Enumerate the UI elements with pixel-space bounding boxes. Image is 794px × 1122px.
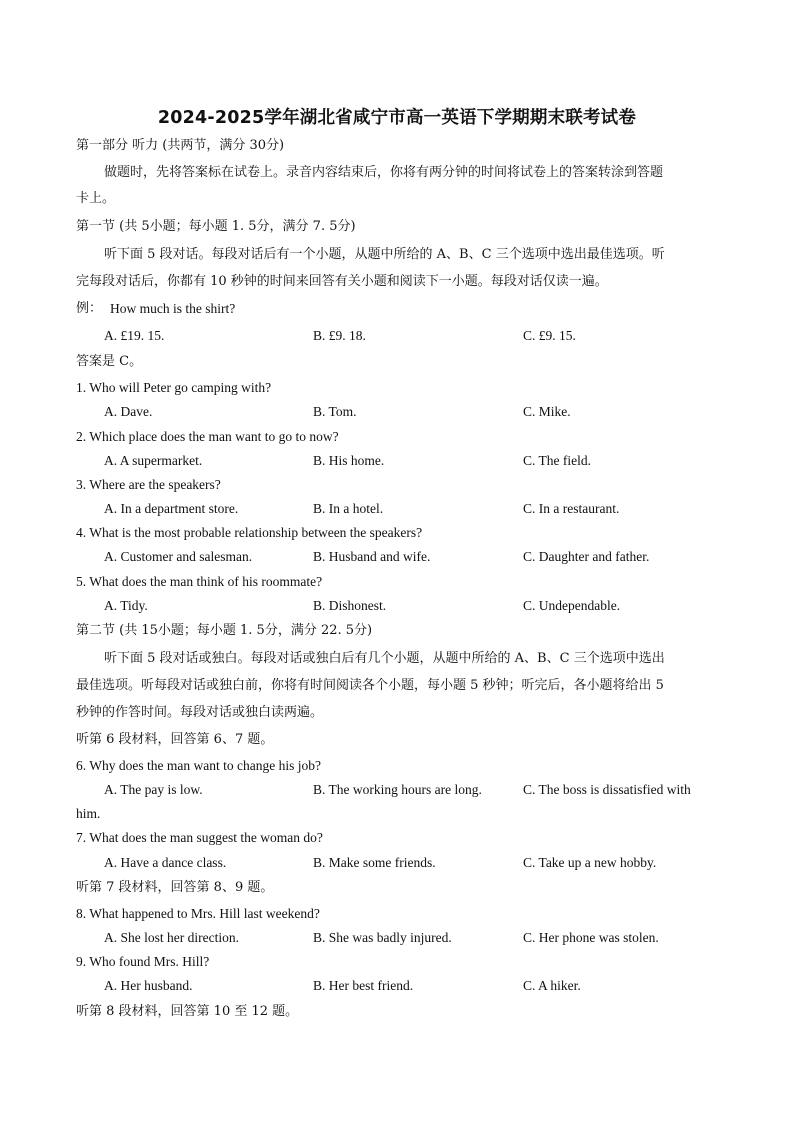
page-title: 2024-2025学年湖北省咸宁市高一英语下学期期末联考试卷 <box>157 108 637 128</box>
example-question: How much is the shirt? <box>110 301 236 316</box>
option-c: C. Undependable. <box>523 598 621 613</box>
option-c: C. A hiker. <box>523 978 581 993</box>
option-a: A. A supermarket. <box>104 453 203 468</box>
option-c: C. £9. 15. <box>523 328 576 343</box>
question-text: 5. What does the man think of his roommate? <box>76 574 323 589</box>
question-text: 1. Who will Peter go camping with? <box>76 380 272 395</box>
example-answer: 答案是 C。 <box>76 354 143 369</box>
question-text: 6. Why does the man want to change his job? <box>76 758 321 773</box>
section1-heading: 第一节 (共 5小题；每小题 1. 5分，满分 7. 5分) <box>76 219 356 234</box>
section2-instructions: 听下面 5 段对话或独白。每段对话或独白后有几个小题，从题中所给的 A、B、C 三个选项中选出 <box>104 651 665 666</box>
option-a: A. Customer and salesman. <box>104 549 253 564</box>
option-a: A. Tidy. <box>104 598 148 613</box>
section2-instructions: 秒钟的作答时间。每段对话或独白读两遍。 <box>76 705 324 720</box>
option-a: A. She lost her direction. <box>104 930 239 945</box>
question-text: 8. What happened to Mrs. Hill last weekend? <box>76 906 320 921</box>
option-a: A. Dave. <box>104 404 153 419</box>
option-b: B. Her best friend. <box>313 978 414 993</box>
option-a: A. In a department store. <box>104 501 239 516</box>
example-label: 例： <box>76 301 103 316</box>
section1-instructions: 完每段对话后，你都有 10 秒钟的时间来回答有关小题和阅读下一小题。每段对话仅读一遍。 <box>76 274 608 289</box>
option-c: C. Take up a new hobby. <box>523 855 657 870</box>
part1-heading: 第一部分 听力 (共两节，满分 30分) <box>76 138 285 153</box>
option-a: A. The pay is low. <box>104 782 203 797</box>
material-heading: 听第 6 段材料，回答第 6、7 题。 <box>76 732 274 747</box>
material-heading: 听第 8 段材料，回答第 10 至 12 题。 <box>76 1004 299 1019</box>
option-a: A. £19. 15. <box>104 328 165 343</box>
option-b: B. She was badly injured. <box>313 930 452 945</box>
option-a: A. Her husband. <box>104 978 193 993</box>
option-b: B. Husband and wife. <box>313 549 431 564</box>
question-text: 9. Who found Mrs. Hill? <box>76 954 210 969</box>
question-text: 7. What does the man suggest the woman do? <box>76 830 323 845</box>
section2-heading: 第二节 (共 15小题；每小题 1. 5分，满分 22. 5分) <box>76 623 373 638</box>
option-c: C. The boss is dissatisfied with <box>523 782 691 797</box>
option-c: C. Daughter and father. <box>523 549 650 564</box>
question-text: 3. Where are the speakers? <box>76 477 221 492</box>
option-b: B. His home. <box>313 453 385 468</box>
option-b: B. Tom. <box>313 404 357 419</box>
option-b: B. In a hotel. <box>313 501 384 516</box>
option-c-continued: him. <box>76 806 101 821</box>
instructions-line: 做题时，先将答案标在试卷上。录音内容结束后，你将有两分钟的时间将试卷上的答案转涂到答题 <box>104 165 664 180</box>
section1-instructions: 听下面 5 段对话。每段对话后有一个小题，从题中所给的 A、B、C 三个选项中选出最佳选项。听 <box>104 247 665 262</box>
question-text: 2. Which place does the man want to go to now? <box>76 429 339 444</box>
option-c: C. The field. <box>523 453 591 468</box>
option-b: B. The working hours are long. <box>313 782 482 797</box>
instructions-line: 卡上。 <box>76 191 116 206</box>
option-c: C. Her phone was stolen. <box>523 930 659 945</box>
option-c: C. In a restaurant. <box>523 501 620 516</box>
option-b: B. Dishonest. <box>313 598 387 613</box>
section2-instructions: 最佳选项。听每段对话或独白前，你将有时间阅读各个小题，每小题 5 秒钟；听完后，各小题将给出 5 <box>76 678 664 693</box>
option-c: C. Mike. <box>523 404 571 419</box>
option-a: A. Have a dance class. <box>104 855 227 870</box>
question-text: 4. What is the most probable relationship between the speakers? <box>76 525 423 540</box>
material-heading: 听第 7 段材料，回答第 8、9 题。 <box>76 880 274 895</box>
option-b: B. £9. 18. <box>313 328 366 343</box>
option-b: B. Make some friends. <box>313 855 436 870</box>
